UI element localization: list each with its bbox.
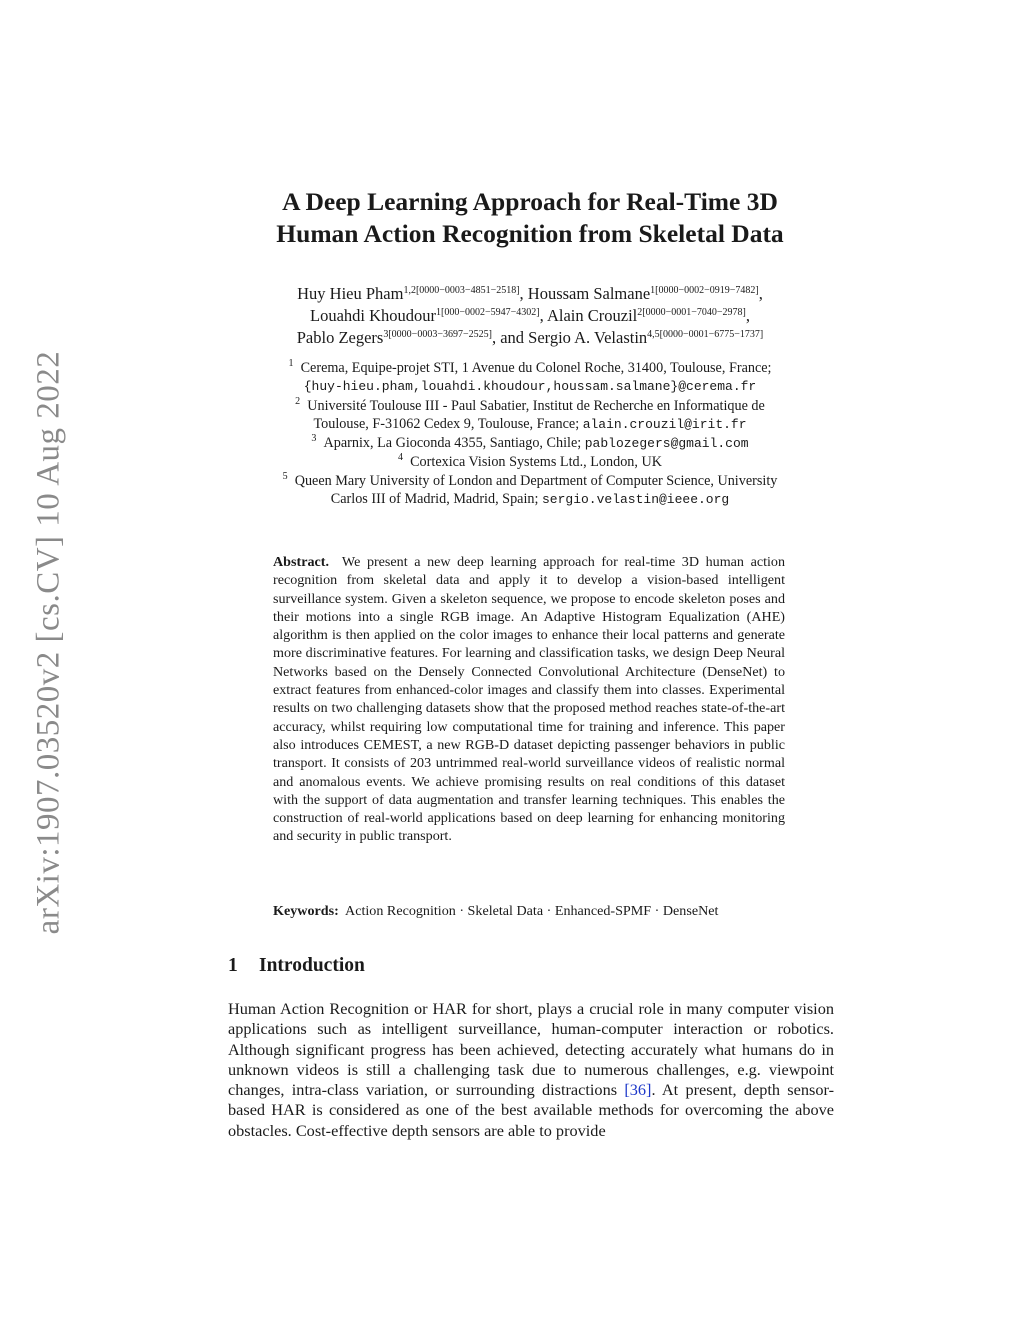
abstract-text: We present a new deep learning approach for real-time 3D human action recognition from skeletal data and apply it to develop a vision-based intelligent surveillance system. Given a skeleton sequence, we propose to encode skeleton poses and their motions into a single RGB image. An Adaptive Histogram Equalization (AHE) algorithm is then applied on the color images to enhance their local patterns and generate more discriminative features. For learning and classification tasks, we design Deep Neural Networks based on the Densely Connected Convolutional Architecture (DenseNet) to extract features from enhanced-color images and classify them into classes. Experimental results on two challenging datasets show that the proposed method reaches state-of-the-art accuracy, whilst requiring low computational time for training and inference. This paper also introduces CEMEST, a new RGB-D dataset depicting passenger behaviors in public transport. It consists of 203 untrimmed real-world surveillance videos of realistic normal and anomalous events. We achieve promising results on real conditions of this dataset with the support of data augmentation and transfer learning techniques. This enables the construction of real-world applications based on deep learning for enhancing monitoring and security in public transport. xyxy=(273,554,786,845)
paper-title xyxy=(200,186,860,250)
affiliation-email: pablozegers@gmail.com xyxy=(584,436,749,452)
affiliation-line xyxy=(160,490,900,509)
title-line: Human Action Recognition from Skeletal Data xyxy=(276,219,784,248)
keywords xyxy=(273,902,813,920)
author-name: , Houssam Salmane xyxy=(519,284,651,303)
citation-link[interactable]: [36] xyxy=(624,1080,652,1100)
author-name: Huy Hieu Pham xyxy=(297,284,404,303)
section-title: Introduction xyxy=(259,955,365,976)
abstract xyxy=(273,553,785,846)
affiliation-number: 4 xyxy=(398,452,403,464)
affiliation-list xyxy=(160,359,900,509)
author-affiliation-orcid: 3[0000−0003−3697−2525] xyxy=(383,329,492,340)
author-affiliation-orcid: 4,5[0000−0001−6775−1737] xyxy=(647,329,764,340)
author-line xyxy=(160,327,900,349)
author-line xyxy=(160,305,900,327)
arxiv-stamp xyxy=(24,345,74,940)
affiliation-number: 2 xyxy=(295,395,301,407)
affiliation-line xyxy=(160,397,900,415)
section-number: 1 xyxy=(228,955,238,976)
affiliation-line xyxy=(160,377,900,396)
affiliation-text: Cortexica Vision Systems Ltd., London, UK xyxy=(410,454,662,471)
keywords-text: Action Recognition · Skeletal Data · Enhanced-SPMF · DenseNet xyxy=(345,903,719,919)
affiliation-line xyxy=(160,359,900,377)
affiliation-line xyxy=(160,453,900,471)
author-name: , and Sergio A. Velastin xyxy=(491,328,648,347)
affiliation-number: 1 xyxy=(288,358,294,369)
author-name: , Alain Crouzil xyxy=(539,306,638,325)
author-affiliation-orcid: 2[0000−0001−7040−2978] xyxy=(637,307,746,318)
affiliation-text: Queen Mary University of London and Department of Computer Science, University xyxy=(294,472,778,489)
abstract-label: Abstract. xyxy=(273,554,329,570)
author-name: Pablo Zegers xyxy=(296,328,384,347)
introduction-paragraph xyxy=(228,999,834,1141)
affiliation-text: Aparnix, La Gioconda 4355, Santiago, Chile; xyxy=(323,435,582,452)
intro-text: . At present, depth sensor-based HAR is considered as one of the best available methods for overcoming the above obstacles. Cost-effective depth sensors are able to provide xyxy=(228,1080,834,1140)
author-list xyxy=(160,283,900,349)
author-affiliation-orcid: 1,2[0000−0003−4851−2518] xyxy=(403,285,520,296)
affiliation-line xyxy=(160,415,900,434)
author-separator: , xyxy=(758,284,763,303)
author-affiliation-orcid: 1[000−0002−5947−4302] xyxy=(436,307,540,318)
affiliation-number: 5 xyxy=(282,470,288,482)
title-line: A Deep Learning Approach for Real-Time 3D xyxy=(282,187,778,216)
affiliation-text: Toulouse, F-31062 Cedex 9, Toulouse, France; xyxy=(313,415,580,432)
author-line xyxy=(160,283,900,305)
affiliation-email: alain.crouzil@irit.fr xyxy=(582,416,747,432)
affiliation-email: sergio.velastin@ieee.org xyxy=(541,492,730,508)
affiliation-email: {huy-hieu.pham,louahdi.khoudour,houssam.salmane}@cerema.fr xyxy=(303,379,757,395)
author-name: Louahdi Khoudour xyxy=(310,306,437,325)
affiliation-text: Carlos III of Madrid, Madrid, Spain; xyxy=(330,491,539,508)
affiliation-line xyxy=(160,434,900,453)
section-heading xyxy=(228,955,365,977)
arxiv-stamp-text: arXiv:1907.03520v2 [cs.CV] 10 Aug 2022 xyxy=(30,350,67,935)
affiliation-text: Cerema, Equipe-projet STI, 1 Avenue du Colonel Roche, 31400, Toulouse, France; xyxy=(300,360,772,376)
affiliation-line xyxy=(160,472,900,490)
intro-text: Human Action Recognition or HAR for short, plays a crucial role in many computer vision applications such as intelligent surveillance, human-computer interaction or robotics. Although significant progress has been achieved, detecting accurately what humans do in unknown videos is still a challenging task due to numerous challenges, e.g. viewpoint changes, intra-class variation, or surrounding distractions xyxy=(228,999,834,1100)
affiliation-text: Université Toulouse III - Paul Sabatier, Institut de Recherche en Informatique de xyxy=(307,397,765,414)
keywords-label: Keywords: xyxy=(273,903,339,919)
author-separator: , xyxy=(745,306,750,325)
affiliation-number: 3 xyxy=(311,433,317,445)
author-affiliation-orcid: 1[0000−0002−0919−7482] xyxy=(650,285,759,296)
